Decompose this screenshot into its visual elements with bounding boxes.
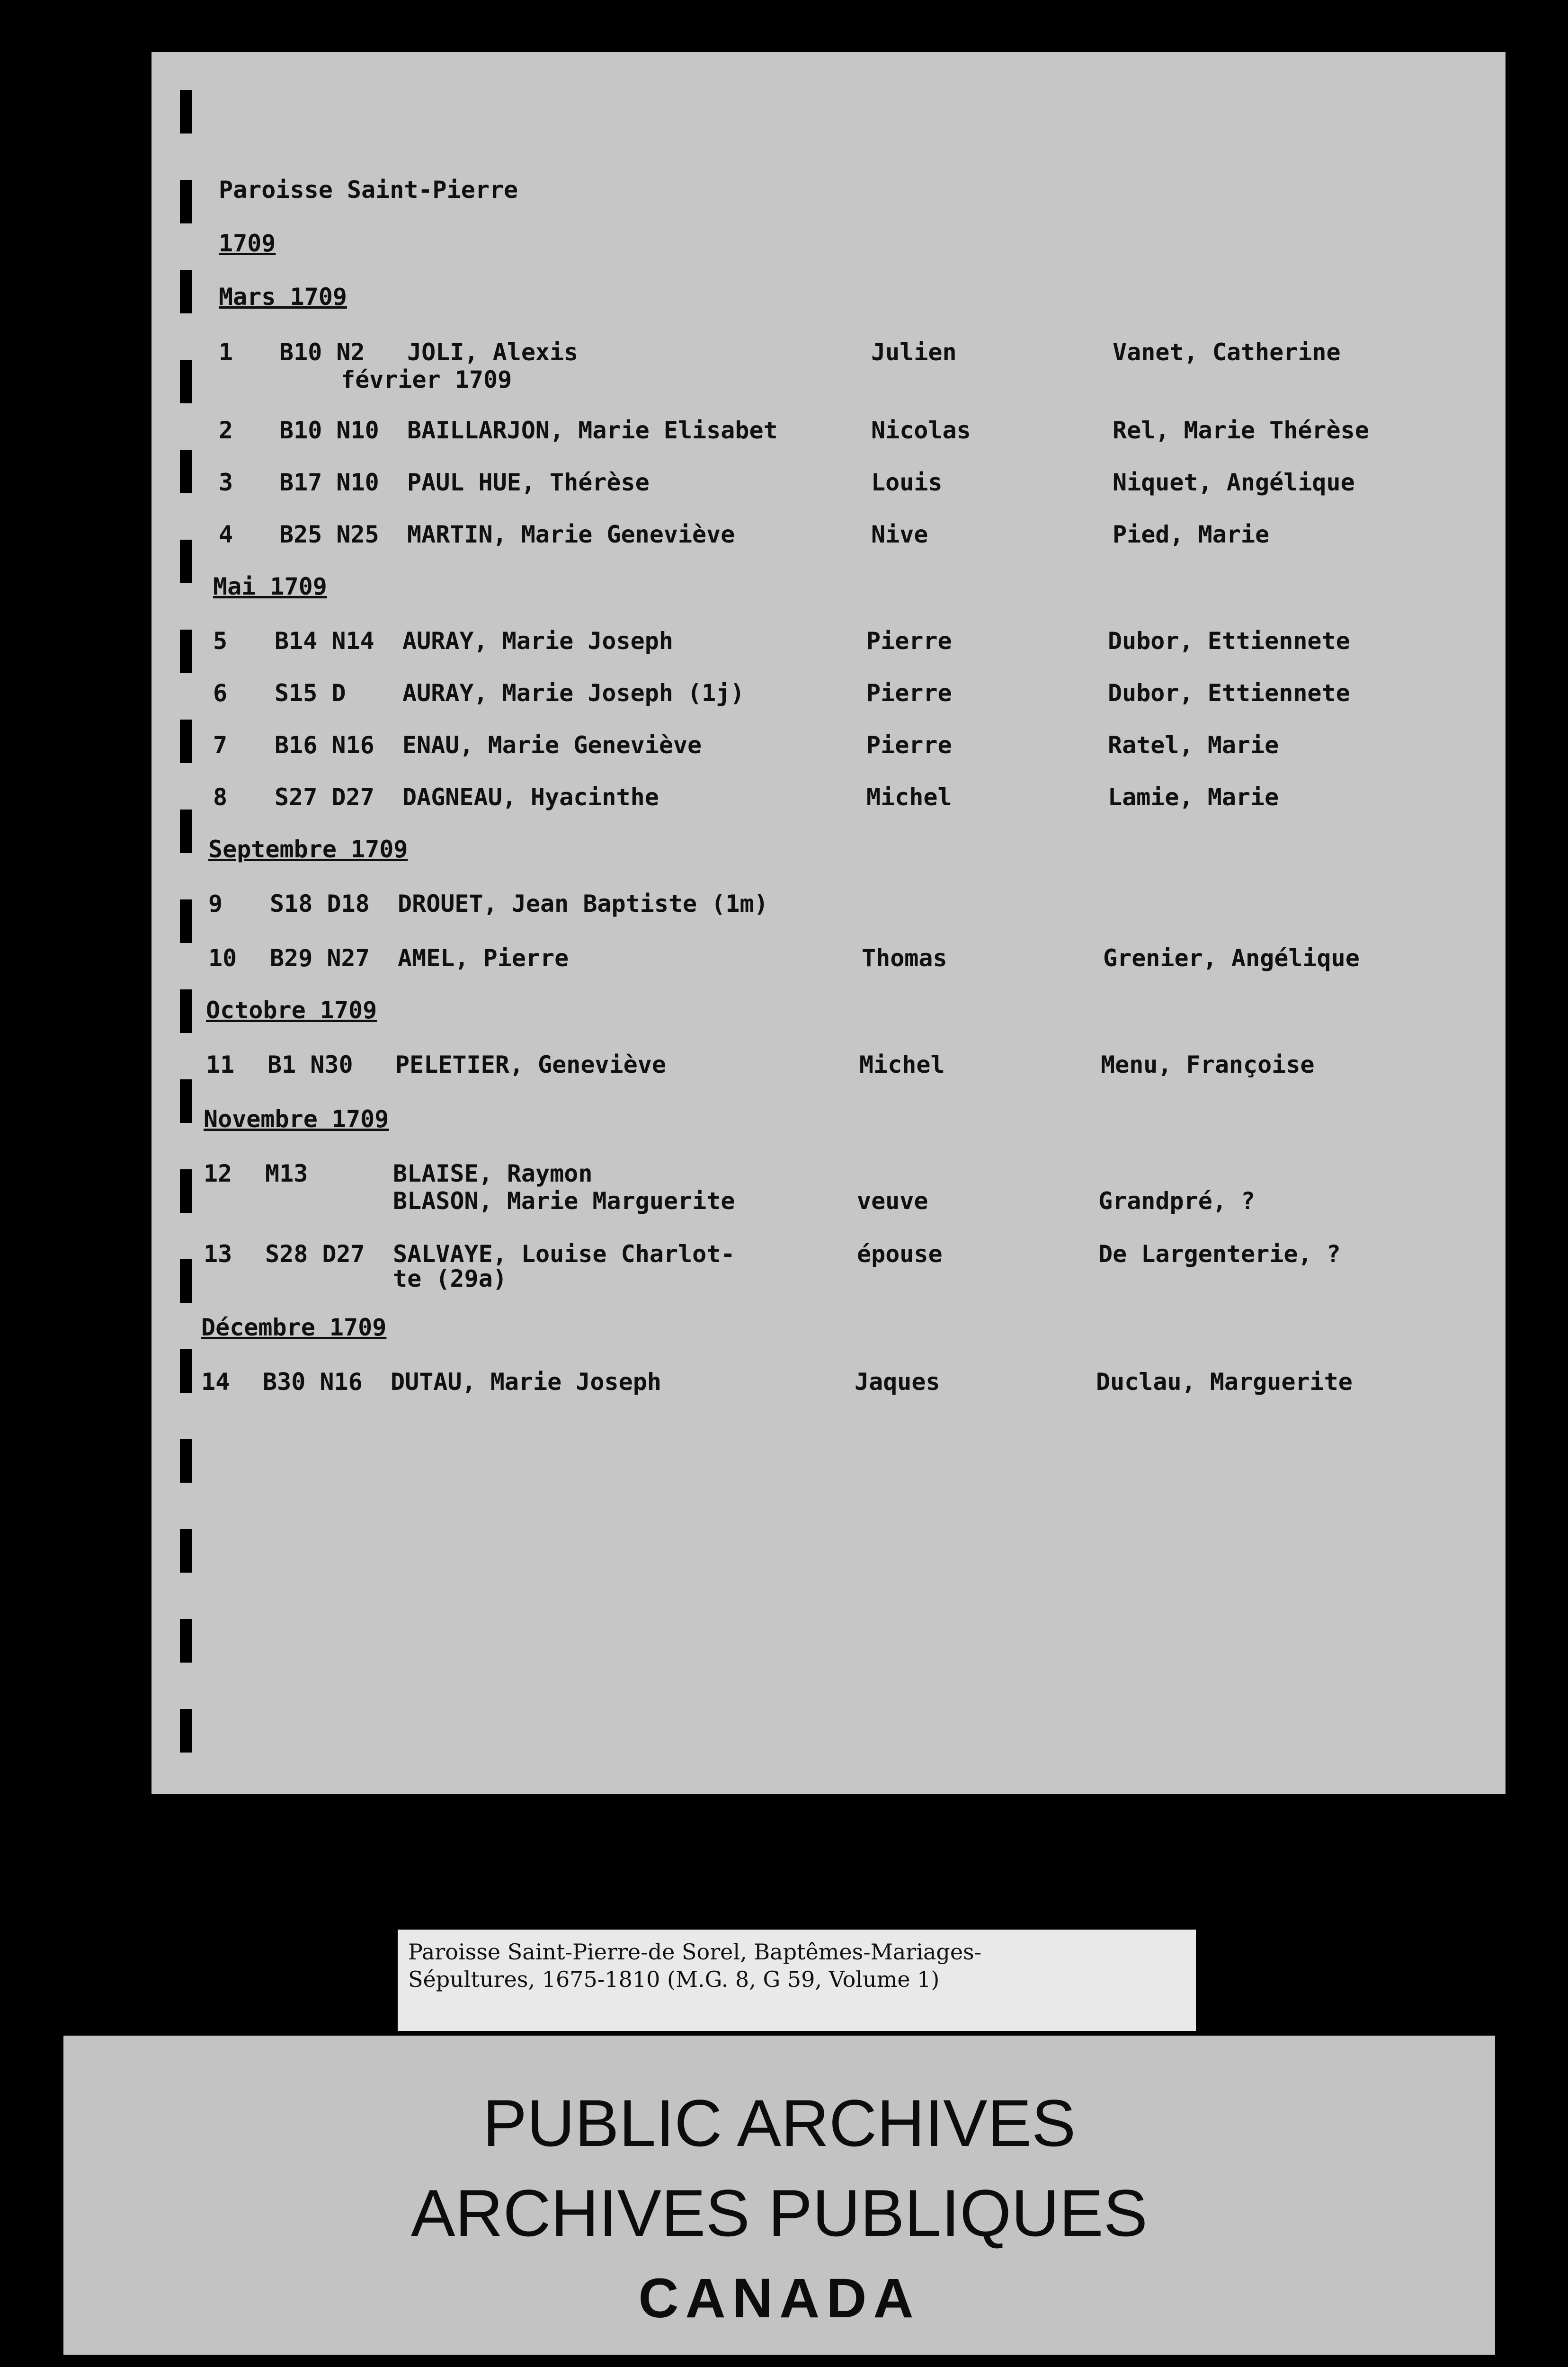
parish-title: Paroisse Saint-Pierre xyxy=(219,176,518,204)
record-number: 3 xyxy=(219,469,233,496)
record-number: 10 xyxy=(208,944,237,972)
binder-hole xyxy=(180,270,192,313)
record-mother: De Largenterie, ? xyxy=(1098,1240,1341,1268)
record-mother: Niquet, Angélique xyxy=(1113,469,1355,496)
record-father: Jaques xyxy=(855,1368,940,1396)
record-number: 13 xyxy=(204,1240,232,1268)
binder-hole xyxy=(180,450,192,493)
record-mother: Vanet, Catherine xyxy=(1113,338,1341,366)
banner-title-en: PUBLIC ARCHIVES xyxy=(482,2086,1076,2160)
binder-hole xyxy=(180,810,192,853)
record-mother: Menu, Françoise xyxy=(1101,1051,1315,1078)
record-mother: Dubor, Ettiennete xyxy=(1108,679,1350,707)
record-name-line2: février 1709 xyxy=(341,366,512,393)
record-father: Nicolas xyxy=(871,417,971,444)
record-father: Julien xyxy=(871,338,957,366)
record-name: MARTIN, Marie Geneviève xyxy=(407,521,735,548)
record-number: 12 xyxy=(204,1160,232,1187)
section-heading: Décembre 1709 xyxy=(201,1314,387,1341)
record-codes: B25 N25 xyxy=(279,521,379,548)
record-number: 7 xyxy=(213,731,228,759)
record-father: Nive xyxy=(871,521,928,548)
record-codes: M13 xyxy=(265,1160,308,1187)
record-father: veuve xyxy=(857,1187,928,1215)
record-codes: S28 D27 xyxy=(265,1240,365,1268)
binder-hole xyxy=(180,1529,192,1573)
record-number: 11 xyxy=(206,1051,235,1078)
record-mother: Lamie, Marie xyxy=(1108,783,1279,811)
record-number: 1 xyxy=(219,338,233,366)
record-name: PAUL HUE, Thérèse xyxy=(407,469,650,496)
binder-hole xyxy=(180,630,192,673)
binder-hole xyxy=(180,1619,192,1663)
record-name: ENAU, Marie Geneviève xyxy=(402,731,702,759)
document-page xyxy=(151,52,1506,1794)
section-heading: Novembre 1709 xyxy=(204,1105,389,1133)
record-father: épouse xyxy=(857,1240,943,1268)
binder-hole xyxy=(180,540,192,583)
binder-hole xyxy=(180,1079,192,1123)
record-name: AURAY, Marie Joseph (1j) xyxy=(402,679,745,707)
record-number: 6 xyxy=(213,679,228,707)
record-father: Pierre xyxy=(866,731,952,759)
caption-line: Paroisse Saint-Pierre-de Sorel, Baptêmes-Mariages- xyxy=(408,1939,982,1965)
binder-hole xyxy=(180,720,192,763)
record-number: 2 xyxy=(219,417,233,444)
record-codes: B1 N30 xyxy=(267,1051,353,1078)
record-mother: Grandpré, ? xyxy=(1098,1187,1256,1215)
record-father: Pierre xyxy=(866,679,952,707)
binder-hole xyxy=(180,1349,192,1393)
banner-country: CANADA xyxy=(638,2267,920,2330)
section-heading: Septembre 1709 xyxy=(208,836,408,863)
record-father: Pierre xyxy=(866,627,952,655)
record-number: 5 xyxy=(213,627,228,655)
record-mother: Grenier, Angélique xyxy=(1103,944,1360,972)
record-father: Michel xyxy=(866,783,952,811)
record-codes: B17 N10 xyxy=(279,469,379,496)
archives-banner xyxy=(63,2036,1495,2355)
binder-hole xyxy=(180,1169,192,1213)
record-codes: S15 D xyxy=(275,679,346,707)
record-name: DROUET, Jean Baptiste (1m) xyxy=(398,890,768,917)
section-heading: Octobre 1709 xyxy=(206,997,377,1024)
record-father: Michel xyxy=(859,1051,945,1078)
section-heading: Mars 1709 xyxy=(219,283,347,311)
year-heading: 1709 xyxy=(219,230,276,257)
record-name: PELETIER, Geneviève xyxy=(395,1051,666,1078)
record-father: Thomas xyxy=(862,944,947,972)
record-name-line2: te (29a) xyxy=(393,1265,507,1292)
binder-hole xyxy=(180,360,192,403)
record-mother: Dubor, Ettiennete xyxy=(1108,627,1350,655)
record-father: Louis xyxy=(871,469,943,496)
record-codes: B29 N27 xyxy=(270,944,370,972)
record-name: AMEL, Pierre xyxy=(398,944,569,972)
binder-hole xyxy=(180,90,192,133)
record-name: DUTAU, Marie Joseph xyxy=(391,1368,661,1396)
record-name: BLAISE, Raymon xyxy=(393,1160,593,1187)
record-number: 14 xyxy=(201,1368,230,1396)
binder-hole xyxy=(180,1709,192,1753)
record-codes: B30 N16 xyxy=(263,1368,363,1396)
record-codes: B10 N10 xyxy=(279,417,379,444)
record-mother: Rel, Marie Thérèse xyxy=(1113,417,1369,444)
record-name-line2: BLASON, Marie Marguerite xyxy=(393,1187,735,1215)
record-mother: Ratel, Marie xyxy=(1108,731,1279,759)
binder-hole xyxy=(180,989,192,1033)
record-number: 8 xyxy=(213,783,228,811)
caption-line: Sépultures, 1675-1810 (M.G. 8, G 59, Volume 1) xyxy=(408,1967,940,1992)
record-name: SALVAYE, Louise Charlot- xyxy=(393,1240,735,1268)
binder-hole xyxy=(180,899,192,943)
record-mother: Pied, Marie xyxy=(1113,521,1270,548)
record-codes: B16 N16 xyxy=(275,731,374,759)
section-heading: Mai 1709 xyxy=(213,573,327,600)
binder-hole xyxy=(180,1439,192,1483)
record-name: DAGNEAU, Hyacinthe xyxy=(402,783,659,811)
record-codes: S18 D18 xyxy=(270,890,370,917)
record-name: BAILLARJON, Marie Elisabet xyxy=(407,417,778,444)
record-name: JOLI, Alexis xyxy=(407,338,579,366)
record-codes: B10 N2 xyxy=(279,338,365,366)
binder-hole xyxy=(180,180,192,223)
banner-title-fr: ARCHIVES PUBLIQUES xyxy=(411,2176,1148,2250)
binder-hole xyxy=(180,1259,192,1303)
record-name: AURAY, Marie Joseph xyxy=(402,627,673,655)
record-codes: S27 D27 xyxy=(275,783,374,811)
record-mother: Duclau, Marguerite xyxy=(1096,1368,1353,1396)
record-number: 4 xyxy=(219,521,233,548)
record-number: 9 xyxy=(208,890,223,917)
record-codes: B14 N14 xyxy=(275,627,374,655)
archive-caption xyxy=(398,1930,1196,2031)
